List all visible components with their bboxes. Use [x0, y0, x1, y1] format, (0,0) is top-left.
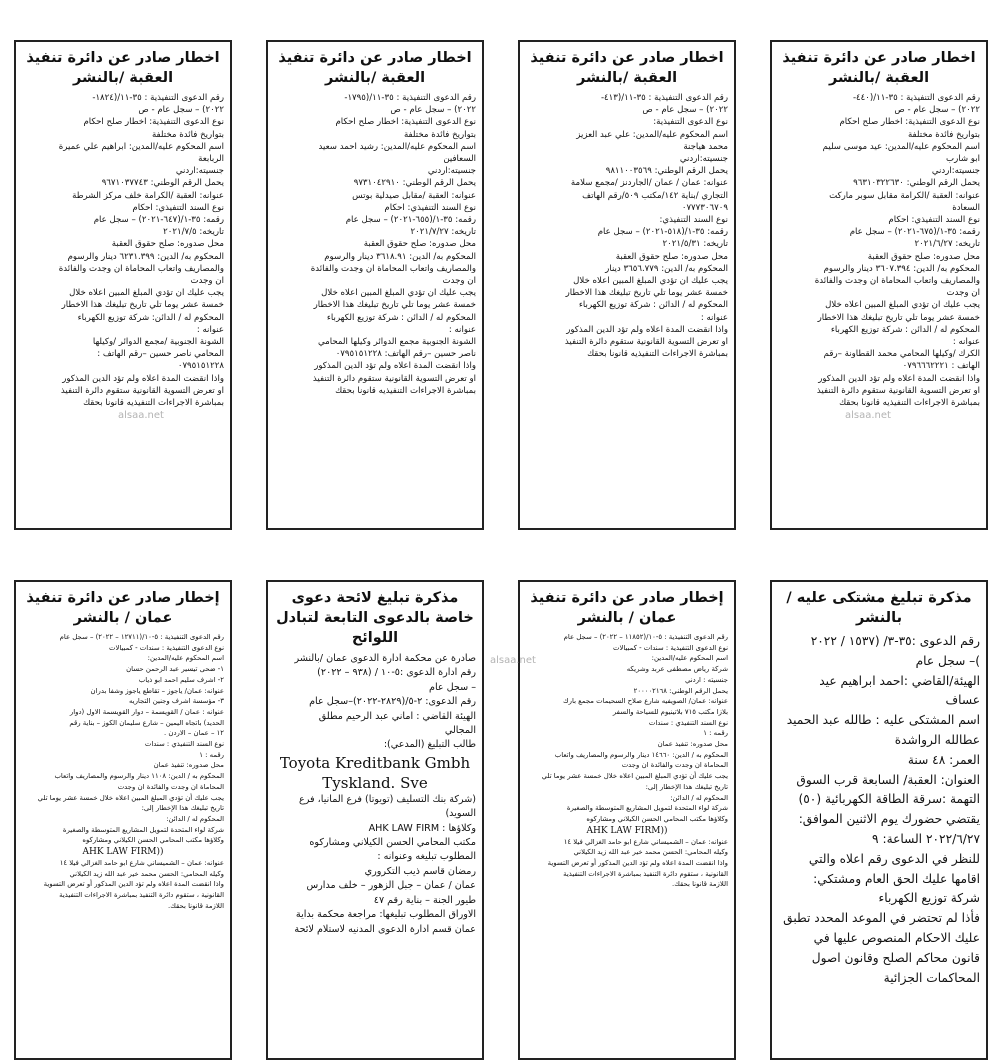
notice-line: ابو شارب: [945, 154, 980, 165]
notice-line: يحمل الرقم الوطني: ٩٦٧١٠٣٧٧٤٣: [101, 178, 224, 189]
notice-line: المحكوم له / الدائن: شركة توزيع الكهرباء: [77, 312, 224, 323]
notice-line: او تعرض التسوية القانونية ستقوم دائرة التنفيذ: [816, 385, 980, 396]
notice-line: رقمه : ١: [199, 750, 224, 759]
notice-line: شركة رياض مصطفى عربد وشريكه: [626, 665, 728, 674]
notice-line: رقم الدعوى التنفيذية : ٥-١٠/(١٢٧١١ – ٢٠٢٢) – سجل عام: [59, 633, 224, 641]
notice-line: واذا انقضت المدة اعلاه ولم تؤد الدين المذكور: [314, 361, 476, 372]
notice-line: اللازمة قانونا بحقك.: [672, 880, 728, 889]
notice-line: خمسة عشر يوما تلي تاريخ تبليغك هذا الاخطار: [313, 300, 476, 311]
notice-line: تاريخه: ٢٠٢١/٦/٢٧: [914, 239, 980, 250]
notice-line: المحاماة ان وجدت والفائدة ان وجدت: [117, 782, 224, 791]
notice-line: المحكوم له / الدائن:: [166, 814, 224, 823]
notice-line: او تعرض التسوية القانونية ستقوم دائرة التنفيذ: [564, 337, 728, 348]
notice-line: نوع السند التنفيذي : سندات: [648, 718, 728, 727]
notice-line: اللازمة قانونا بحقك.: [168, 901, 224, 910]
notice-line: الكرك /وكيلها المحامي محمد القطاونة –رقم: [823, 349, 980, 360]
notice-title: اخطار صادر عن دائرة تنفيذ العقبة /بالنشر: [26, 50, 220, 86]
notice-line: رقم الدعوى التنفيذية : ٣٥-١١/(٤١٣-: [600, 93, 728, 103]
notice-line: ٢٠٢٢/٦/٢٧ الساعة: ٩: [872, 831, 980, 846]
notice-line: رقم الدعوى التنفيذية : ٣٥-١١/(٤٤٠-: [852, 93, 980, 103]
notice-title: اخطار صادر عن دائرة تنفيذ العقبة /بالنشر: [782, 50, 976, 86]
notice-line: الربابعة: [198, 154, 224, 165]
notice-line: يجب عليك أن تؤدي المبلغ المبين اعلاه خلال خمسة عشر يوما تلي: [541, 772, 728, 781]
notice-line: بمباشرة الاجراءات التنفيذيه قانونا بحقك: [335, 385, 476, 396]
notice-line: محل صدوره: تنفيذ عمان: [153, 761, 224, 770]
notice-line: المحكوم به/ الدين: ٣٦١٨.٩١ دينار والرسوم: [324, 251, 476, 262]
notice-line: جنسيته:اردني: [175, 166, 224, 177]
notice-line: المحكوم به/ الدين: ٦٢٣١.٣٩٩ دينار والرسوم: [67, 251, 224, 262]
notice-line: عساف: [945, 693, 980, 708]
notice-line: اسم المحكوم عليه/المدين: رشيد احمد سعيد: [318, 141, 476, 152]
notice-line: التهمة :سرقة الطاقة الكهربائية (٥٠): [798, 792, 980, 807]
notice-line: عمان / عمان – جبل الزهور – خلف مدارس: [306, 880, 476, 892]
notice-line: والمصاريف واتعاب المحاماة ان وجدت والفائدة: [310, 263, 476, 274]
notice-title: إخطار صادر عن دائرة تنفيذ عمان / بالنشر: [530, 590, 724, 626]
notice-line: الهيئة/القاضي :احمد ابراهيم عيد: [819, 673, 980, 688]
notice-body: [22, 632, 224, 912]
notice-line: نوع الدعوى التنفيذية : سندات - كمبيالات: [108, 643, 224, 652]
notice-line: صادرة عن محكمة ادارة الدعوى عمان /بالنشر: [294, 653, 476, 664]
notice-line: يجب عليك ان تؤدي المبلغ المبين اعلاه خلال: [825, 300, 980, 311]
notice-line: المحكوم له / الدائن : شركة توزيع الكهرباء: [830, 324, 980, 335]
notice-line: مكتب المحامي الحسن الكيلاني ومشاركوه: [309, 837, 476, 849]
notice-line: اقامها عليك الحق العام ومشتكي:: [813, 871, 980, 886]
notice-line: القانونية ، ستقوم دائرة التنفيذ بمباشرة الاجراءات التنفيذية: [59, 891, 224, 900]
notice-line: وكلاؤها مكتب المحامي الحسن الكيلاني ومشاركوه: [586, 814, 728, 823]
notice-line: واذا انقضت المدة اعلاه ولم تؤد الدين المذكور أو تعرض التسوية: [547, 859, 728, 868]
notice-body: [274, 92, 476, 397]
notice-line: Toyota Kreditbank Gmbh: [279, 753, 471, 772]
notice-line: اسم المحكوم عليه/المدين:: [651, 654, 728, 663]
notice-line: ١٢ – عمان – الاردن .: [164, 729, 224, 738]
notice-line: السعافين: [443, 154, 476, 165]
notice-title: إخطار صادر عن دائرة تنفيذ عمان / بالنشر: [26, 590, 220, 626]
notice-line: رمضان قاسم ذيب التكروري: [364, 865, 476, 877]
notice-title: مذكرة تبليغ مشتكى عليه /بالنشر: [786, 590, 972, 626]
notice-line: ان وجدت: [442, 276, 476, 287]
notice-body: [22, 92, 224, 409]
notice-line: AHK LAW FIRM)): [586, 825, 668, 836]
notice-line: رقم الدعوى التنفيذية : ٣٥-١١/(١٨٢٤-: [92, 93, 224, 103]
notice-line: اسم المشتكى عليه : طالله عبد الحميد: [786, 713, 980, 728]
notice-line: قانون محاكم الصلح وقانون اصول: [811, 950, 980, 965]
notice-line: خمسة عشر يوما تلي تاريخ تبليغك هذا الاخطار: [61, 300, 224, 311]
notice-line: محل صدوره: صلح حقوق العقبة: [111, 239, 224, 250]
notice-line: عنوانه :: [700, 312, 728, 323]
notice-line: التجاري /بناية ١٤٢/مكتب ٥٠٩/رقم الهاتف: [582, 190, 728, 201]
notice-line: والمصاريف واتعاب المحاماة ان وجدت والفائدة: [58, 263, 224, 274]
notice-body: [778, 92, 980, 409]
notice-line: ان وجدت: [946, 288, 980, 299]
notice-line: ٢٠٢٢) – سجل عام - ص: [642, 105, 728, 116]
notice-line: اسم المحكوم عليه/المدين:: [147, 654, 224, 663]
notice-line: عنوانه: عمان/ ياجوز – تقاطع ياجوز وشفا بدران: [90, 686, 224, 695]
notice-line: ٣- مؤسسة اشرف وجنين التجاريه: [128, 697, 224, 706]
notice-line: عليك الاحكام المنصوص عليها في: [813, 930, 980, 945]
notice-line: رقم الدعوى: ٢-٥/(٢٨٢٩-٢٠٢٢)–سجل عام: [309, 696, 476, 708]
notice-line: ناصر حسين –رقم الهاتف: ٠٧٩٥١٥١٢٢٨: [335, 349, 476, 360]
notice-line: ٢٠٢٢) – سجل عام - ص: [894, 105, 980, 116]
notice-line: واذا انقضت المدة اعلاه ولم تؤد الدين المذكور: [818, 373, 980, 384]
notice-line: رقمه: ٣٥-١/(٦٥٥-٢٠٢١) – سجل عام: [345, 215, 476, 226]
notice-line: نوع السند التنفيذي: احكام: [888, 215, 980, 226]
notice-line: يجب عليك ان تؤدي المبلغ المبين اعلاه خلال: [69, 288, 224, 299]
notice-bottom-3: [518, 580, 736, 1060]
notice-line: العنوان: العقبة/ السابعة قرب السوق: [796, 772, 980, 787]
notice-line: رقم الدعوى التنفيذية : ٣٥-١١/(١٧٩٥-: [344, 93, 476, 103]
notice-top-1: [14, 40, 232, 530]
notice-line: عنوانه :: [196, 324, 224, 335]
notice-line: او تعرض التسوية القانونية ستقوم دائرة التنفيذ: [60, 385, 224, 396]
notice-line: Tyskland. Sve: [322, 773, 428, 792]
notice-line: نوع الدعوى التنفيذية : سندات - كمبيالات: [612, 643, 728, 652]
notice-body: [778, 632, 980, 988]
notice-line: جنسيته:اردني: [427, 166, 476, 177]
notice-line: المحاماة ان وجدت والفائدة ان وجدت: [621, 761, 728, 770]
notice-line: المجالي: [444, 725, 476, 737]
notice-line: (شركة بنك التسليف (تويوتا) فرع المانيا، فرع: [299, 793, 476, 805]
notice-line: اسم المحكوم عليه/المدين: ابراهيم علي عميرة: [58, 141, 224, 152]
notice-line: يقتضي حضورك يوم الاثنين الموافق:: [798, 812, 980, 827]
notice-line: واذا انقضت المدة اعلاه ولم تؤد الدين المذكور: [566, 324, 728, 335]
watermark: alsaa.net: [845, 410, 891, 421]
notice-line: – سجل عام: [429, 681, 476, 693]
watermark: alsaa.net: [118, 410, 164, 421]
notice-line: رقمه: ٣٥-١/(٥١٨-٢٠٢١) – سجل عام: [597, 227, 728, 238]
notice-line: عنوانه: عمان / عمان /الجاردنز /مجمع سلامة: [570, 178, 728, 189]
notice-line: عنوانه: العقبة /مقابل صيدلية بوتس: [352, 190, 476, 201]
notice-line: يحمل الرقم الوطني: ٢٠٠٠٠٢١٦٨: [633, 686, 728, 695]
notice-line: المحكوم له / الدائن : شركة توزيع الكهرباء: [578, 300, 728, 311]
notice-line: فأذا لم تحتضر في الموعد المحدد تطبق: [783, 911, 980, 926]
notice-line: ٠٧٧٧٣٠٦٧٠٩: [681, 202, 728, 213]
notice-line: عنوانه: العقبة /الكرامة خلف مركز الشرطة: [72, 190, 224, 201]
notice-line: او تعرض التسوية القانونية ستقوم دائرة التنفيذ: [312, 373, 476, 384]
notice-line: نوع الدعوى التنفيذية: اخطار صلح احكام: [335, 117, 476, 128]
notice-line: وكيله المحامي: الحسن محمد خير عبد الله زيد الكيلاني: [69, 869, 224, 878]
notice-line: بتواريخ فائدة مختلفة: [403, 129, 476, 140]
notice-line: رقم ادارة الدعوى :٥-١٠ / (٩٣٨ – ٢٠٢٢): [317, 667, 476, 679]
notice-line: طيور الجنة – بناية رقم ٤٧: [373, 894, 476, 906]
notice-line: طالب التبليغ (المدعي):: [383, 739, 476, 751]
notice-line: خمسة عشر يوما تلي تاريخ تبليغك هذا الاخطار: [817, 312, 980, 323]
notice-line: جنسيته:اردني: [931, 166, 980, 177]
notice-line: نوع الدعوى التنفيذية: اخطار صلح احكام: [83, 117, 224, 128]
notice-line: والمصاريف واتعاب المحاماة ان وجدت والفائدة: [814, 276, 980, 287]
notice-line: الشونة الجنوبية مجمع الدوائر وكيلها المحامي: [318, 337, 476, 348]
notice-line: المحاكمات الجزائية: [883, 970, 980, 985]
notice-line: نوع السند التنفيذي:: [659, 215, 728, 226]
notice-title: مذكرة تبليغ لائحة دعوى خاصة بالدعوى التابعة لتبادل اللوائح: [276, 590, 474, 646]
notice-line: محمد هياجنة: [683, 141, 728, 152]
notice-line: رقم الدعوى :٣٥-٣/ (١٥٣٧ / ٢٠٢٢: [810, 634, 980, 648]
notice-line: واذا انقضت المدة اعلاه ولم تؤد الدين المذكور أو تعرض التسوية: [43, 880, 224, 889]
notice-line: شركة توزيع الكهرباء: [878, 891, 980, 906]
notice-line: يجب عليك أن تؤدي المبلغ المبين اعلاه خلال خمسة عشر يوما تلي: [37, 793, 224, 802]
notice-line: عنوانه :: [448, 324, 476, 335]
notice-line: عنوانه: عمان – الشميساني شارع ابو حامد الغزالي فيلا ١٤: [563, 837, 728, 846]
notice-line: محل صدوره: صلح حقوق العقبة: [615, 251, 728, 262]
notice-line: بمباشرة الاجراءات التنفيذيه قانونا بحقك: [587, 349, 728, 360]
notice-body: [526, 632, 728, 890]
notice-line: المحكوم به / الدين: ١٤٦٦٠ دينار والرسوم والمصاريف واتعاب: [554, 750, 728, 759]
notice-line: اسم المحكوم عليه/المدين: عيد موسى سليم: [822, 141, 980, 152]
notice-line: الشونة الجنوبية /مجمع الدوائر /وكيلها: [92, 337, 224, 348]
notice-line: الاوراق المطلوب تبليغها: مراجعة محكمة بداية: [295, 909, 476, 921]
notice-line: الهاتف : ٠٧٩٦٦٦٢٢٢١: [902, 361, 980, 372]
notice-line: تاريخه: ٢٠٢١/٧/٢٧: [410, 227, 476, 238]
notice-line: ٢٠٢٢) – سجل عام - ص: [390, 105, 476, 116]
notice-line: عمان قسم ادارة الدعوى المدنيه لاستلام لائحة: [294, 923, 476, 935]
notice-top-2: [266, 40, 484, 530]
notice-line: بلازا مكتب ٧١٥ بلاتينيوم للسياحة والسفر: [612, 707, 728, 716]
notice-line: السويد): [445, 808, 476, 820]
notice-line: محل صدوره: تنفيذ عمان: [657, 740, 728, 749]
notice-line: العمر: ٤٨ سنة: [907, 752, 980, 767]
notice-line: تاريخه: ٢٠٢١/٥/٣١: [662, 239, 728, 250]
notice-line: المحكوم له / الدائن:: [670, 793, 728, 802]
notice-line: ٢- اشرف سليم احمد ابو ذياب: [138, 675, 224, 684]
notice-line: عنوانه : عمان / القويسمة – دوار القويسمة الاول (دوار: [69, 707, 224, 716]
notice-line: نوع السند التنفيذي: احكام: [132, 202, 224, 213]
notice-line: )– سجل عام: [915, 653, 980, 668]
notice-line: خمسة عشر يوما تلي تاريخ تبليغك هذا الاخطار: [565, 288, 728, 299]
notice-line: شركة لواء المتحدة لتمويل المشاريع المتوسطة والصغيرة: [62, 825, 224, 834]
notice-line: نوع السند التنفيذي: احكام: [384, 202, 476, 213]
notice-top-4: [770, 40, 988, 530]
notice-line: ١- ضحى تيسير عبد الرحمن حسان: [126, 665, 224, 674]
notice-line: المحكوم به/ الدين: ٣٦٥٦.٧٧٩ دينار: [605, 263, 728, 274]
notice-line: الحديد) باتجاه اليمين – شارع سليمان الكوز – بناية رقم: [69, 718, 224, 727]
notice-line: وكلاؤها مكتب المحامي الحسن الكيلاني ومشاركوه: [82, 836, 224, 845]
notice-line: عنوانه :: [952, 337, 980, 348]
notice-bottom-2: [266, 580, 484, 1060]
notice-line: رقمه: ٣٥-١/(٦٧٥-٢٠٢١) – سجل عام: [849, 227, 980, 238]
notice-line: بتواريخ فائدة مختلفة: [151, 129, 224, 140]
notice-line: جنسيته:اردني: [679, 154, 728, 165]
notice-line: محل صدوره: صلح حقوق العقبة: [363, 239, 476, 250]
notice-line: للنظر في الدعوى رقم اعلاه والتي: [808, 851, 980, 866]
notice-line: تاريخ تبليغك هذا الإخطار إلى:: [141, 804, 224, 813]
notice-line: الهيئة القاضي : اماني عبد الرحيم مطلق: [318, 710, 476, 722]
notice-line: عنوانه: عمان/ الصويفيه شارع صلاح السحيمات مجمع بارك: [562, 697, 728, 706]
notice-line: اسم المحكوم عليه/المدين: علي عبد العزيز: [576, 129, 728, 140]
notice-line: بتواريخ فائدة مختلفة: [907, 129, 980, 140]
notice-line: وكيله المحامي: الحسن محمد خير عبد الله زيد الكيلاني: [573, 848, 728, 857]
notice-line: تاريخ تبليغك هذا الإخطار إلى:: [645, 782, 728, 791]
notice-line: تاريخه: ٢٠٢١/٧/٥: [163, 227, 224, 238]
notice-line: نوع الدعوى التنفيذية: اخطار صلح احكام: [839, 117, 980, 128]
notice-line: عنوانه: العقبة /الكرامة مقابل سوبر ماركت: [829, 190, 980, 201]
notice-line: عطالله الرواشدة: [894, 732, 980, 747]
notice-line: يجب عليك ان تؤدي المبلغ المبين اعلاه خلال: [573, 276, 728, 287]
notice-line: بمباشرة الاجراءات التنفيذيه قانونا بحقك: [839, 398, 980, 409]
notice-line: رقمه : ١: [703, 729, 728, 738]
notice-line: رقمه: ٣٥-١/(٦٤٧-٢٠٢١) – سجل عام: [93, 215, 224, 226]
watermark: alsaa.net: [490, 655, 536, 666]
notice-line: ٠٧٩٥١٥١٢٢٨: [177, 361, 224, 372]
notice-line: السعادة: [952, 202, 980, 213]
notice-line: ان وجدت: [190, 276, 224, 287]
notice-line: المحكوم له / الدائن : شركة توزيع الكهرباء: [326, 312, 476, 323]
notice-line: AHK LAW FIRM)): [82, 847, 164, 858]
notice-line: محل صدوره: صلح حقوق العقبة: [867, 251, 980, 262]
notice-line: نوع السند التنفيذي : سندات: [144, 740, 224, 749]
notice-line: يحمل الرقم الوطني: ٩٦٣١٠٣٢٢٦٣٠: [853, 178, 980, 189]
notice-line: المحامي ناصر حسين –رقم الهاتف :: [97, 349, 224, 360]
notice-line: رقم الدعوى التنفيذية : ٥-١٠/(١١٨٥٢ – ٢٠٢٢) – سجل عام: [563, 633, 728, 641]
notice-line: شركة لواء المتحدة لتمويل المشاريع المتوسطة والصغيرة: [566, 804, 728, 813]
notice-line: يجب عليك ان تؤدي المبلغ المبين اعلاه خلال: [321, 288, 476, 299]
notice-title: اخطار صادر عن دائرة تنفيذ العقبة /بالنشر: [530, 50, 724, 86]
notice-line: بمباشرة الاجراءات التنفيذيه قانونا بحقك: [83, 398, 224, 409]
notice-body: [526, 92, 728, 360]
notice-line: عنوانه: عمان – الشميساني شارع ابو حامد الغزالي فيلا ١٤: [59, 859, 224, 868]
notice-line: واذا انقضت المدة اعلاه ولم تؤد الدين المذكور: [62, 373, 224, 384]
notice-line: المحكوم به / الدين: ١١٠٨ دينار والرسوم والمصاريف واتعاب: [54, 772, 224, 781]
notice-bottom-1: [14, 580, 232, 1060]
notice-line: المحكوم به/ الدين: ٣٦٠٧.٣٩٤ دينار والرسوم: [823, 263, 980, 274]
notice-line: المطلوب تبليغه وعنوانه :: [377, 851, 476, 863]
notice-line: القانونية ، ستقوم دائرة التنفيذ بمباشرة الاجراءات التنفيذية: [563, 869, 728, 878]
notice-line: وكلاؤها : AHK LAW FIRM: [368, 822, 476, 834]
notice-line: يحمل الرقم الوطني: ٩٨١١٠٠٣٥٦٩: [605, 166, 728, 177]
notice-line: ٢٠٢٢) – سجل عام - ص: [138, 105, 224, 116]
notice-top-3: [518, 40, 736, 530]
notice-line: يحمل الرقم الوطني: ٩٧٣١٠٤٢٩١٠: [353, 178, 476, 189]
notice-title: اخطار صادر عن دائرة تنفيذ العقبة /بالنشر: [278, 50, 472, 86]
notice-bottom-4: [770, 580, 988, 1060]
notice-body: [274, 652, 476, 937]
notice-line: نوع الدعوى التنفيذية:: [653, 117, 728, 128]
notice-line: جنسيته : اردني: [684, 675, 728, 684]
